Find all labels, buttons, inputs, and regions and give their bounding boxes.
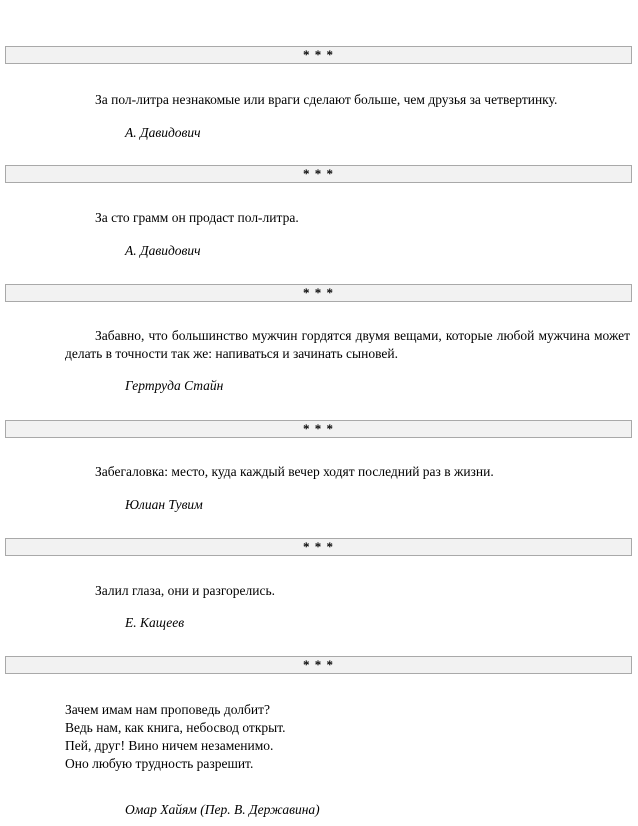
quote-text-content: За пол-литра незнакомые или враги сделают больше, чем друзья за четвертинку. bbox=[95, 92, 558, 107]
quote-author: Юлиан Тувим bbox=[125, 497, 203, 512]
quote-text bbox=[65, 91, 630, 109]
section-separator: * * * bbox=[5, 420, 632, 438]
quote-text bbox=[65, 463, 630, 481]
quote-author: Гертруда Стайн bbox=[125, 378, 224, 393]
poem-line: Зачем имам нам проповедь долбит? bbox=[65, 702, 271, 717]
section-separator: * * * bbox=[5, 46, 632, 64]
poem-author: Омар Хайям (Пер. В. Державина) bbox=[125, 802, 320, 817]
section-separator: * * * bbox=[5, 538, 632, 556]
quote-text bbox=[65, 327, 630, 363]
quote-author: Е. Кащеев bbox=[125, 615, 185, 630]
poem-line: Ведь нам, как книга, небосвод открыт. bbox=[65, 720, 286, 735]
section-separator: * * * bbox=[5, 656, 632, 674]
quote-author: А. Давидович bbox=[125, 243, 201, 258]
quote-text-content: Забегаловка: место, куда каждый вечер ходят последний раз в жизни. bbox=[95, 464, 494, 479]
poem-line: Оно любую трудность разрешит. bbox=[65, 756, 254, 771]
section-separator: * * * bbox=[5, 165, 632, 183]
section-separator: * * * bbox=[5, 284, 632, 302]
quote-text bbox=[65, 209, 630, 227]
poem bbox=[65, 701, 285, 773]
quote-author: А. Давидович bbox=[125, 125, 201, 140]
quote-text-content: За сто грамм он продаст пол-литра. bbox=[95, 210, 299, 225]
poem-line: Пей, друг! Вино ничем незаменимо. bbox=[65, 738, 274, 753]
quote-text bbox=[65, 582, 630, 600]
quote-text-content: Залил глаза, они и разгорелись. bbox=[95, 583, 276, 598]
quote-text-content: Забавно, что большинство мужчин гордятся двумя вещами, которые любой мужчина может делать в точности так же: напиваться и зачинать сыновей. bbox=[65, 328, 630, 361]
